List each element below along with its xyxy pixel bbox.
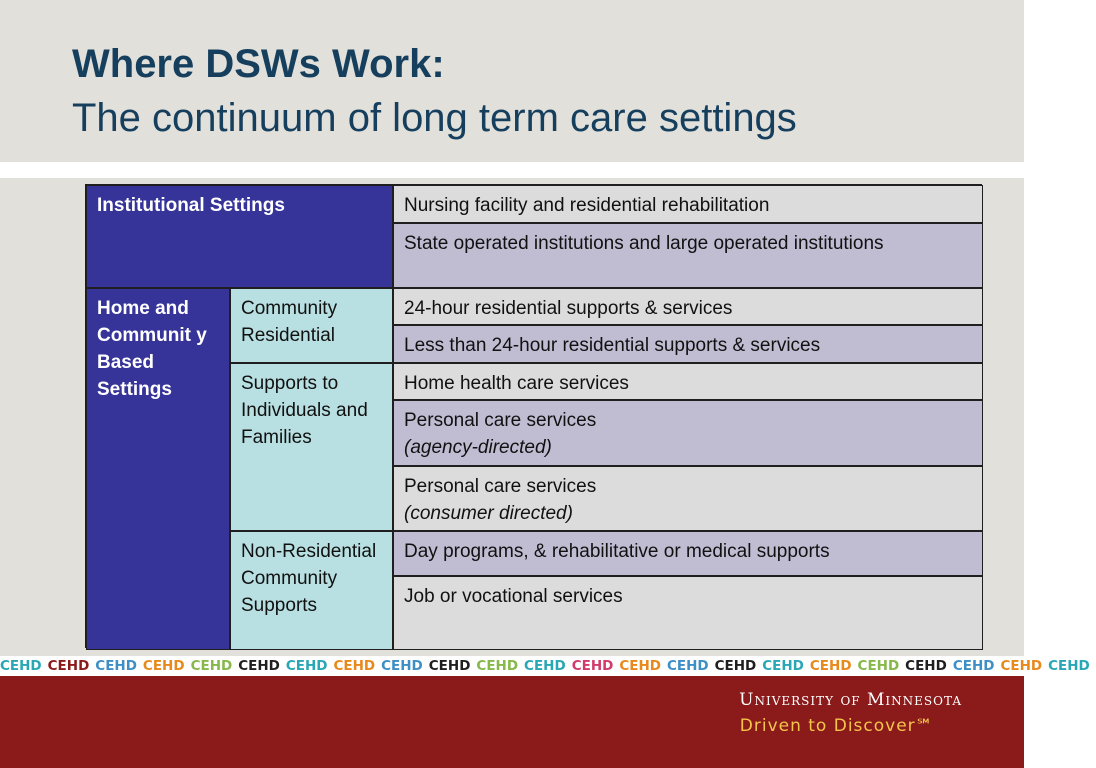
home-community-settings-cell: Home and Communit y Based Settings <box>86 288 230 650</box>
cehd-logo-text: CEHD <box>857 658 900 674</box>
care-settings-table <box>85 184 982 648</box>
cehd-logo-text: CEHD <box>142 658 185 674</box>
university-tagline: Driven to Discover℠ <box>739 716 934 736</box>
cehd-logo-text: CEHD <box>524 658 566 674</box>
institutional-settings-cell: Institutional Settings <box>86 185 393 288</box>
community-residential-cell: Community Residential <box>230 288 393 363</box>
cehd-logo-text: CEHD <box>905 658 947 674</box>
cehd-logo-text: CEHD <box>333 658 376 674</box>
slide-header <box>0 0 1024 162</box>
table-row <box>393 400 983 466</box>
row-text: Personal care services <box>404 410 597 431</box>
cehd-logo-text: CEHD <box>47 658 90 674</box>
table-row: 24-hour residential supports & services <box>393 288 983 325</box>
table-row <box>393 466 983 531</box>
row-text: Personal care services <box>404 476 597 497</box>
cehd-logo-text: CEHD <box>571 658 614 674</box>
nonresidential-cell: Non-Residential Community Supports <box>230 531 393 650</box>
cehd-logo-text: CEHD <box>95 658 137 674</box>
cehd-logo-text: CEHD <box>1048 658 1090 674</box>
cehd-logo-text: CEHD <box>619 658 661 674</box>
table-row: Day programs, & rehabilitative or medical supports <box>393 531 983 576</box>
cehd-logo-text: CEHD <box>238 658 280 674</box>
cehd-logo-text: CEHD <box>666 658 709 674</box>
cehd-logo-text: CEHD <box>762 658 804 674</box>
slide-subtitle: The continuum of long term care settings <box>72 96 797 140</box>
cehd-logo-text: CEHD <box>381 658 423 674</box>
cehd-strip <box>0 656 1090 676</box>
university-wordmark: University of Minnesota <box>739 690 962 710</box>
table-row: State operated institutions and large operated institutions <box>393 223 983 288</box>
table-row: Less than 24-hour residential supports & services <box>393 325 983 363</box>
row-note: (consumer directed) <box>404 503 573 524</box>
cehd-logo-text: CEHD <box>0 658 42 674</box>
cehd-logo-text: CEHD <box>476 658 519 674</box>
cehd-logo-text: CEHD <box>285 658 328 674</box>
cehd-logo-text: CEHD <box>1000 658 1043 674</box>
table-row: Nursing facility and residential rehabilitation <box>393 185 983 223</box>
university-footer <box>0 676 1024 768</box>
cehd-logo-text: CEHD <box>714 658 757 674</box>
cehd-logo-text: CEHD <box>952 658 995 674</box>
supports-individuals-cell: Supports to Individuals and Families <box>230 363 393 531</box>
slide-title: Where DSWs Work: <box>72 42 445 86</box>
row-note: (agency-directed) <box>404 437 552 458</box>
table-row: Home health care services <box>393 363 983 400</box>
cehd-logo-text: CEHD <box>428 658 471 674</box>
table-row: Job or vocational services <box>393 576 983 650</box>
cehd-logo-text: CEHD <box>809 658 852 674</box>
cehd-logo-text: CEHD <box>190 658 233 674</box>
